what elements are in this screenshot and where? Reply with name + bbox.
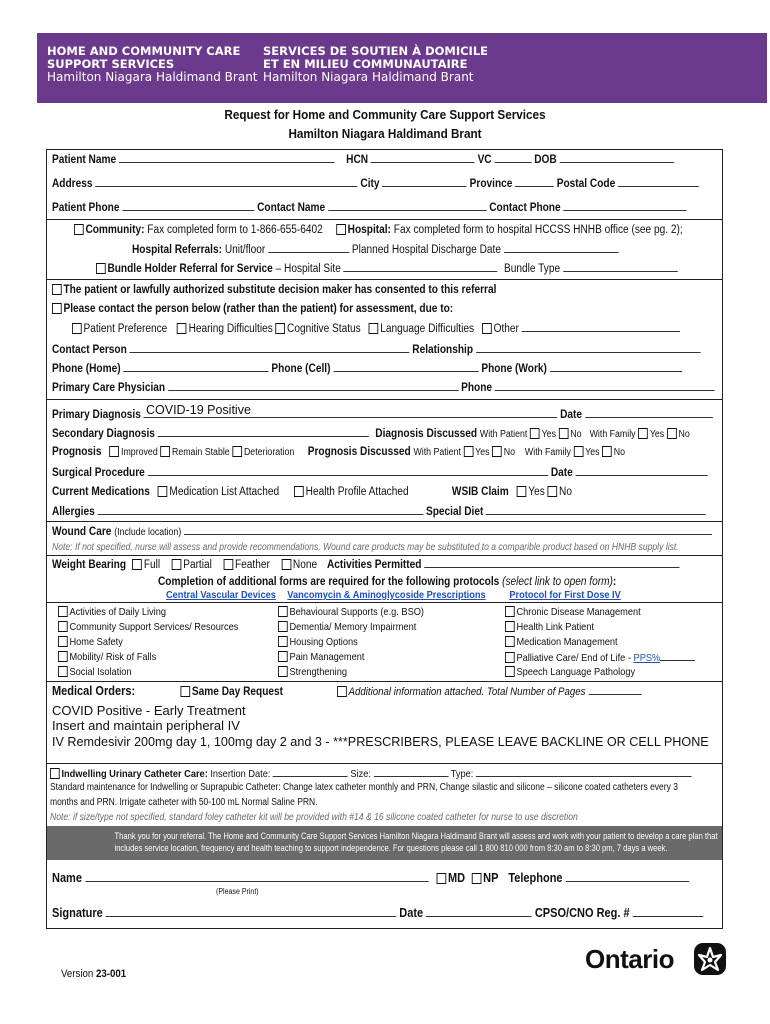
weight-none-label: None (292, 559, 318, 571)
address-field[interactable] (95, 177, 357, 187)
hospital-referrals-label: Hospital Referrals: (132, 244, 222, 256)
thank-you-line-1: Thank you for your referral. The Home and Community Care Support Services Hamilton Niagara Haldimand Brant will assess and work with your patient to develop a care plan that (114, 831, 718, 842)
relationship-field[interactable] (476, 343, 700, 353)
protocol-label: Medication Management (516, 636, 618, 648)
patient-preference-label: Patient Preference (83, 323, 168, 335)
diagnosis-discussed-label: Diagnosis Discussed (375, 428, 478, 440)
weight-partial-label: Partial (183, 559, 212, 571)
protocol-item (58, 606, 238, 621)
med-list-checkbox[interactable] (158, 486, 168, 497)
protocol-checkbox[interactable] (278, 666, 288, 677)
protocol-checkbox[interactable] (505, 621, 515, 632)
improved-label: Improved (121, 447, 158, 458)
weight-feather-checkbox[interactable] (224, 559, 234, 570)
thank-you-line-2: includes service location, frequency and health teaching to support independence. For questions please call 1 800 810 000 from 8:30 am to 8:30 pm, 7 days a week. (114, 843, 668, 854)
protocol-label: Pain Management (289, 651, 365, 663)
vancomycin-link[interactable]: Vancomycin & Aminoglycoside Prescriptions (287, 589, 486, 601)
contact-row-2 (52, 362, 682, 375)
bundle-holder-label: Bundle Holder Referral for Service (107, 263, 273, 275)
hospital-site-label: – Hospital Site (275, 263, 341, 275)
protocol-item (58, 651, 238, 666)
header-fr-line3: Hamilton Niagara Haldimand Brant (263, 70, 474, 84)
unit-floor-label: Unit/floor (224, 244, 266, 256)
additional-info-label: Additional information attached. Total Number of Pages (348, 686, 586, 698)
contact-person-field[interactable] (130, 343, 410, 353)
order-line-2: Insert and maintain peripheral IV (52, 718, 240, 733)
phone-work-field[interactable] (550, 362, 682, 372)
prescriber-name-label: Name (52, 871, 82, 885)
protocol-item (505, 666, 695, 681)
divider (46, 602, 723, 603)
protocol-label: Dementia/ Memory Impairment (289, 621, 417, 633)
same-day-label: Same Day Request (191, 686, 284, 698)
surgical-date-field[interactable] (576, 466, 708, 476)
protocol-item (58, 636, 238, 651)
divider (46, 681, 723, 682)
dob-field[interactable] (560, 153, 674, 163)
improved-checkbox[interactable] (110, 446, 120, 457)
hospital-label: Hospital: (347, 224, 391, 236)
cognitive-checkbox[interactable] (276, 323, 286, 334)
hospital-text: Fax completed form to hospital HCCSS HNHB office (see pg. 2); (393, 224, 683, 236)
catheter-checkbox[interactable] (50, 768, 60, 779)
province-field[interactable] (515, 177, 554, 187)
consent-label: The patient or lawfully authorized substitute decision maker has consented to this referral (63, 284, 497, 296)
patient-name-label: Patient Name (52, 154, 117, 166)
cpso-label: CPSO/CNO Reg. # (534, 906, 630, 920)
pd-patient-yes-label: Yes (475, 447, 490, 458)
pd-patient-no-label: No (503, 447, 516, 458)
protocols-heading-link: (select link to open form) (502, 576, 613, 588)
patient-row-3 (52, 201, 687, 214)
other-field[interactable] (522, 322, 680, 332)
city-field[interactable] (382, 177, 466, 187)
primary-date-label: Date (560, 409, 583, 421)
allergies-label: Allergies (52, 506, 95, 518)
please-print: (Please Print) (216, 887, 259, 896)
contact-person-instruction: Please contact the person below (rather than the patient) for assessment, due to: (63, 303, 454, 315)
relationship-label: Relationship (412, 344, 474, 356)
weight-label: Weight Bearing (52, 559, 127, 571)
planned-discharge-label: Planned Hospital Discharge Date (351, 244, 501, 256)
md-checkbox[interactable] (437, 873, 447, 884)
hospital-checkbox[interactable] (336, 224, 346, 235)
patient-preference-checkbox[interactable] (72, 323, 82, 334)
weight-row (52, 558, 679, 571)
protocol-label: Speech Language Pathology (516, 666, 636, 678)
phone-cell-label: Phone (Cell) (271, 363, 331, 375)
protocol-checkbox[interactable] (278, 606, 288, 617)
wound-field[interactable] (184, 525, 712, 535)
protocol-checkbox[interactable] (278, 651, 288, 662)
prognosis-label: Prognosis (52, 446, 102, 458)
protocol-item (58, 666, 238, 681)
type-field[interactable] (476, 767, 692, 777)
protocol-label: Chronic Disease Management (516, 606, 641, 618)
protocol-label: Housing Options (289, 636, 358, 648)
protocols-col-2 (278, 606, 444, 681)
vc-field[interactable] (494, 153, 531, 163)
patient-row-1 (52, 153, 674, 166)
protocols-col-3 (505, 606, 721, 681)
name-row (52, 871, 689, 885)
protocol-checkbox[interactable] (505, 636, 515, 647)
contact-person-label: Contact Person (52, 344, 127, 356)
wsib-label: WSIB Claim (451, 486, 509, 498)
central-vascular-link[interactable]: Central Vascular Devices (166, 589, 276, 601)
protocols-heading-colon: : (612, 576, 617, 588)
hcn-label: HCN (346, 154, 369, 166)
activities-field[interactable] (424, 558, 679, 568)
contact-row-3 (52, 381, 715, 394)
total-pages-field[interactable] (589, 685, 642, 695)
city-label: City (360, 178, 380, 190)
protocol-checkbox[interactable] (505, 666, 515, 677)
order-line-1: COVID Positive - Early Treatment (52, 703, 246, 718)
protocol-item (278, 651, 424, 666)
hcn-field[interactable] (371, 153, 475, 163)
prescriber-name-field[interactable] (85, 872, 428, 882)
wsib-yes-checkbox[interactable] (517, 486, 527, 497)
form-subtitle: Hamilton Niagara Haldimand Brant (288, 126, 482, 141)
np-label: NP (483, 871, 499, 885)
surgical-date-label: Date (550, 467, 573, 479)
telephone-label: Telephone (508, 871, 563, 885)
primary-care-label: Primary Care Physician (52, 382, 166, 394)
unit-floor-field[interactable] (268, 243, 349, 253)
header-fr-line1: SERVICES DE SOUTIEN À DOMICILE (263, 44, 489, 58)
insertion-label: Insertion Date: (210, 768, 271, 780)
header-french (263, 45, 488, 84)
medications-label: Current Medications (52, 486, 150, 498)
protocol-checkbox[interactable] (58, 621, 68, 632)
protocol-label: Community Support Services/ Resources (69, 621, 239, 633)
community-checkbox[interactable] (74, 224, 84, 235)
header-en-line2: SUPPORT SERVICES (47, 57, 175, 71)
address-label: Address (52, 178, 93, 190)
pd-with-family-label: With Family (524, 447, 571, 458)
med-list-label: Medication List Attached (169, 486, 280, 498)
protocol-checkbox[interactable] (505, 606, 515, 617)
signature-row (52, 906, 703, 920)
protocol-item (278, 621, 424, 636)
phone-home-field[interactable] (123, 362, 268, 372)
divider (46, 279, 723, 280)
other-checkbox[interactable] (482, 323, 492, 334)
additional-info-checkbox[interactable] (337, 686, 347, 697)
wsib-yes-label: Yes (528, 486, 545, 498)
special-diet-field[interactable] (486, 505, 706, 515)
planned-discharge-field[interactable] (504, 243, 618, 253)
catheter-row (50, 767, 691, 780)
weight-partial-checkbox[interactable] (172, 559, 182, 570)
divider (46, 521, 723, 522)
consent-row (52, 284, 496, 296)
version (61, 968, 126, 980)
header-en-line1: HOME AND COMMUNITY CARE (47, 44, 241, 58)
protocol-item (505, 651, 695, 666)
protocol-checkbox[interactable] (58, 636, 68, 647)
divider (46, 399, 723, 400)
first-dose-iv-link[interactable]: Protocol for First Dose IV (509, 589, 621, 601)
header-banner (37, 33, 767, 103)
wound-note: Note: If not specified, nurse will assess and provide recommendations. Wound care products may be substituted to a comparible product based on HNHB supply list. (52, 542, 679, 553)
same-day-checkbox[interactable] (180, 686, 190, 697)
weight-none-checkbox[interactable] (281, 559, 291, 570)
protocol-item (278, 636, 424, 651)
referral-row-3 (96, 262, 677, 275)
patient-name-field[interactable] (119, 153, 335, 163)
protocols-heading-text: Completion of additional forms are required for the following protocols (158, 576, 500, 588)
surgical-label: Surgical Procedure (52, 467, 145, 479)
dd-with-family-label: With Family (589, 429, 636, 440)
version-number: 23-001 (95, 968, 127, 980)
pd-family-no-label: No (613, 447, 626, 458)
dd-patient-yes-checkbox[interactable] (530, 428, 540, 439)
patient-phone-field[interactable] (122, 201, 254, 211)
hospital-site-field[interactable] (344, 262, 498, 272)
size-field[interactable] (374, 767, 449, 777)
dd-patient-no-label: No (570, 429, 582, 440)
protocol-item (505, 606, 695, 621)
prognosis-row (52, 446, 625, 458)
protocol-checkbox[interactable] (58, 666, 68, 677)
community-label: Community: (85, 224, 145, 236)
type-label: Type: (450, 768, 474, 780)
referral-row-1 (74, 224, 683, 236)
protocol-checkbox[interactable] (58, 651, 68, 662)
protocol-label: Home Safety (69, 636, 123, 648)
weight-full-label: Full (143, 559, 161, 571)
protocols-heading (158, 576, 616, 588)
pd-family-no-checkbox[interactable] (602, 446, 612, 457)
protocol-item (58, 621, 238, 636)
dd-patient-yes-label: Yes (541, 429, 556, 440)
surgical-field[interactable] (148, 466, 548, 476)
protocol-checkbox[interactable] (278, 636, 288, 647)
divider (46, 555, 723, 556)
version-label: Version (61, 968, 96, 980)
pd-with-patient-label: With Patient (413, 447, 461, 458)
protocol-label: Palliative Care/ End of Life - (516, 652, 634, 664)
health-profile-checkbox[interactable] (294, 486, 304, 497)
other-label: Other (493, 323, 519, 335)
deterioration-checkbox[interactable] (233, 446, 243, 457)
prognosis-discussed-label: Prognosis Discussed (307, 446, 411, 458)
remain-stable-checkbox[interactable] (161, 446, 171, 457)
protocol-label: Health Link Patient (516, 621, 595, 633)
contact-phone-field[interactable] (563, 201, 686, 211)
primary-diagnosis-value: COVID-19 Positive (146, 403, 251, 417)
phone-work-label: Phone (Work) (481, 363, 547, 375)
postal-code-field[interactable] (618, 177, 699, 187)
header-en-line3: Hamilton Niagara Haldimand Brant (47, 70, 258, 84)
size-label: Size: (350, 768, 371, 780)
np-checkbox[interactable] (472, 873, 482, 884)
md-label: MD (448, 871, 466, 885)
contact-person-checkbox[interactable] (52, 303, 62, 314)
activities-label: Activities Permitted (326, 559, 422, 571)
protocol-item (505, 621, 695, 636)
dd-patient-no-checkbox[interactable] (559, 428, 569, 439)
header-fr-line2: ET EN MILIEU COMMUNAUTAIRE (263, 57, 468, 71)
thank-you-banner (47, 826, 722, 860)
catheter-text-2: months and PRN. Irrigate catheter with 50-100 mL Normal Saline PRN. (50, 797, 318, 808)
wsib-no-label: No (559, 486, 572, 498)
orders-row (52, 684, 641, 698)
header-english (47, 45, 258, 84)
protocol-label: Mobility/ Risk of Falls (69, 651, 157, 663)
pd-family-yes-label: Yes (585, 447, 600, 458)
divider (46, 763, 723, 764)
secondary-diagnosis-label: Secondary Diagnosis (52, 428, 155, 440)
bundle-type-field[interactable] (563, 262, 677, 272)
cpso-field[interactable] (633, 907, 703, 917)
contact-row-1 (52, 343, 700, 356)
remain-stable-label: Remain Stable (171, 447, 230, 458)
order-line-3: IV Remdesivir 200mg day 1, 100mg day 2 and 3 - ***PRESCRIBERS, PLEASE LEAVE BACKLINE OR CELL PHONE (52, 734, 709, 749)
phone-cell-field[interactable] (333, 362, 478, 372)
secondary-diagnosis-row (52, 427, 690, 440)
pd-patient-no-checkbox[interactable] (492, 446, 502, 457)
orders-label: Medical Orders: (52, 684, 136, 698)
vc-label: VC (477, 154, 492, 166)
allergies-row (52, 505, 706, 518)
dd-family-no-checkbox[interactable] (667, 428, 677, 439)
trillium-icon (694, 943, 726, 975)
hearing-checkbox[interactable] (177, 323, 187, 334)
primary-date-field[interactable] (585, 408, 713, 418)
deterioration-label: Deterioration (243, 447, 295, 458)
primary-care-field[interactable] (168, 381, 458, 391)
protocol-item (278, 666, 424, 681)
wound-include-label: (Include location) (114, 527, 182, 538)
contact-name-label: Contact Name (257, 202, 326, 214)
dd-family-no-label: No (678, 429, 690, 440)
pps-link[interactable]: PPS% (633, 652, 661, 664)
secondary-diagnosis-field[interactable] (158, 427, 369, 437)
signature-date-field[interactable] (426, 907, 532, 917)
bundle-type-label: Bundle Type (504, 263, 561, 275)
surgical-row (52, 466, 708, 479)
contact-person-row (52, 303, 453, 315)
primary-diagnosis-label: Primary Diagnosis (52, 409, 141, 421)
hearing-label: Hearing Difficulties (188, 323, 273, 335)
catheter-text-1: Standard maintenance for Indwelling or Suprapubic Catheter: Change latex catheter monthly and PRN, Change silastic and silicone – silicone coated catheters every 3 (50, 782, 678, 793)
divider (46, 219, 723, 220)
patient-row-2 (52, 177, 699, 190)
physician-phone-label: Phone (461, 382, 493, 394)
phone-home-label: Phone (Home) (52, 363, 121, 375)
allergies-field[interactable] (98, 505, 424, 515)
catheter-label: Indwelling Urinary Catheter Care: (61, 768, 208, 780)
reasons-row (72, 322, 680, 335)
protocol-label: Activities of Daily Living (69, 606, 166, 618)
insertion-field[interactable] (273, 767, 348, 777)
pd-patient-yes-checkbox[interactable] (464, 446, 474, 457)
protocol-item (278, 606, 424, 621)
protocol-checkbox[interactable] (58, 606, 68, 617)
ontario-logo-text: Ontario (585, 944, 674, 974)
weight-full-checkbox[interactable] (132, 559, 142, 570)
wsib-no-checkbox[interactable] (548, 486, 558, 497)
community-text: Fax completed form to 1-866-655-6402 (147, 224, 323, 236)
dd-family-yes-checkbox[interactable] (638, 428, 648, 439)
dd-with-patient-label: With Patient (479, 429, 528, 440)
protocol-item (505, 636, 695, 651)
medications-row (52, 486, 572, 498)
province-label: Province (469, 178, 513, 190)
health-profile-label: Health Profile Attached (305, 486, 409, 498)
dd-family-yes-label: Yes (649, 429, 665, 440)
protocol-checkbox[interactable] (505, 652, 515, 663)
wound-row (52, 525, 712, 538)
patient-phone-label: Patient Phone (52, 202, 120, 214)
special-diet-label: Special Diet (425, 506, 484, 518)
protocol-label: Behavioural Supports (e.g. BSO) (289, 606, 425, 618)
protocols-col-1 (58, 606, 263, 681)
protocols-links (166, 589, 621, 601)
postal-code-label: Postal Code (556, 178, 616, 190)
physician-phone-field[interactable] (495, 381, 715, 391)
contact-name-field[interactable] (328, 201, 486, 211)
dob-label: DOB (534, 154, 557, 166)
catheter-note: Note: if size/type not specified, standard foley catheter kit will be provided with #14 & 16 silicone coated catheter for nurse to use discretion (50, 812, 578, 823)
referral-row-2 (132, 243, 618, 256)
cognitive-label: Cognitive Status (287, 323, 361, 335)
signature-date-label: Date (399, 906, 424, 920)
contact-phone-label: Contact Phone (489, 202, 561, 214)
signature-label: Signature (52, 906, 103, 920)
protocol-label: Social Isolation (69, 666, 132, 678)
consent-checkbox[interactable] (52, 284, 62, 295)
protocol-checkbox[interactable] (278, 621, 288, 632)
pd-family-yes-checkbox[interactable] (574, 446, 584, 457)
language-label: Language Difficulties (380, 323, 475, 335)
weight-feather-label: Feather (234, 559, 270, 571)
pps-field[interactable] (660, 651, 695, 661)
wound-label: Wound Care (52, 526, 112, 538)
telephone-field[interactable] (566, 872, 689, 882)
signature-field[interactable] (106, 907, 396, 917)
bundle-holder-checkbox[interactable] (96, 263, 106, 274)
form-title: Request for Home and Community Care Support Services (224, 107, 546, 122)
protocol-label: Strengthening (289, 666, 347, 678)
language-checkbox[interactable] (369, 323, 379, 334)
